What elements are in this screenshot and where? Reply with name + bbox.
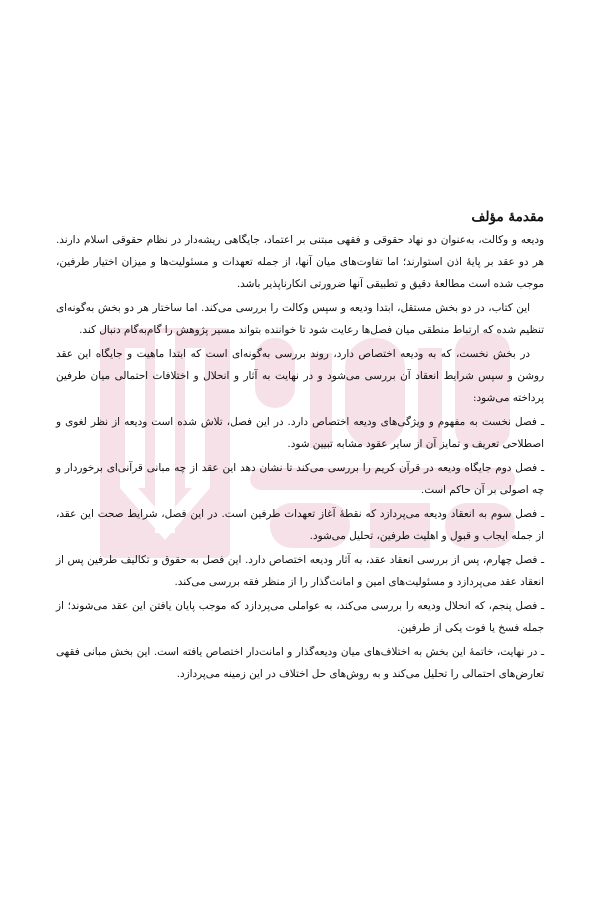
list-item: ـ فصل پنجم، که انحلال ودیعه را بررسی می‌کند، به عواملی می‌پردازد که موجب پایان یافتن این عقد می‌شوند؛ از جمله فسخ یا فوت یکی از طرفین. — [56, 600, 544, 634]
document-page — [56, 208, 544, 687]
list-item: ـ فصل دوم جایگاه ودیعه در قرآن کریم را بررسی می‌کند تا نشان دهد این عقد از چه مبانی قرآنی‌ای برخوردار و چه اصولی بر آن حاکم است. — [56, 462, 544, 496]
list-item: ـ فصل سوم به انعقاد ودیعه می‌پردازد که نقطهٔ آغاز تعهدات طرفین است. در این فصل، شرایط صحت این عقد، از جمله ایجاب و قبول و اهلیت طرفین، تحلیل می‌شود. — [56, 508, 544, 542]
paragraph: در بخش نخست، که به ودیعه اختصاص دارد، روند بررسی به‌گونه‌ای است که ابتدا ماهیت و جایگاه این عقد روشن و سپس شرایط انعقاد آن بررسی می‌شود و در نهایت به آثار و انحلال و اختلافات احتمالی میان طرفین پرداخته می‌شود: — [56, 348, 544, 404]
paragraph: ودیعه و وکالت، به‌عنوان دو نهاد حقوقی و فقهی مبتنی بر اعتماد، جایگاهی ریشه‌دار در نظام حقوقی اسلام دارند. هر دو عقد بر پایهٔ اذن استوارند؛ اما تفاوت‌های میان آنها، از جمله تعهدات و مسئولیت‌ها و میزان اختیار طرفین، موجب شده است مطالعهٔ دقیق و تطبیقی آنها ضرورتی انکارناپذیر باشد. — [56, 234, 544, 290]
list-item: ـ فصل چهارم، پس از بررسی انعقاد عقد، به آثار ودیعه اختصاص دارد. این فصل به حقوق و تکالیف طرفین پس از انعقاد عقد می‌پردازد و مسئولیت‌های امین و امانت‌گذار را از منظر فقه بررسی می‌کند. — [56, 554, 544, 588]
section-heading: مقدمهٔ مؤلف — [471, 209, 544, 225]
list-item: ـ فصل نخست به مفهوم و ویژگی‌های ودیعه اختصاص دارد. در این فصل، تلاش شده است ودیعه از نظر لغوی و اصطلاحی تعریف و تمایز آن از سایر عقود مشابه تبیین شود. — [56, 416, 544, 450]
list-item: ـ در نهایت، خاتمهٔ این بخش به اختلاف‌های میان ودیعه‌گذار و امانت‌دار اختصاص یافته است. این بخش مبانی فقهی تعارض‌های احتمالی را تحلیل می‌کند و به روش‌های حل اختلاف در این زمینه می‌پردازد. — [56, 646, 544, 680]
paragraph: این کتاب، در دو بخش مستقل، ابتدا ودیعه و سپس وکالت را بررسی می‌کند. اما ساختار هر دو بخش به‌گونه‌ای تنظیم شده که ارتباط منطقی میان فصل‌ها رعایت شود تا خواننده بتواند مسیر پژوهش را گام‌به‌گام دنبال کند. — [56, 302, 544, 336]
